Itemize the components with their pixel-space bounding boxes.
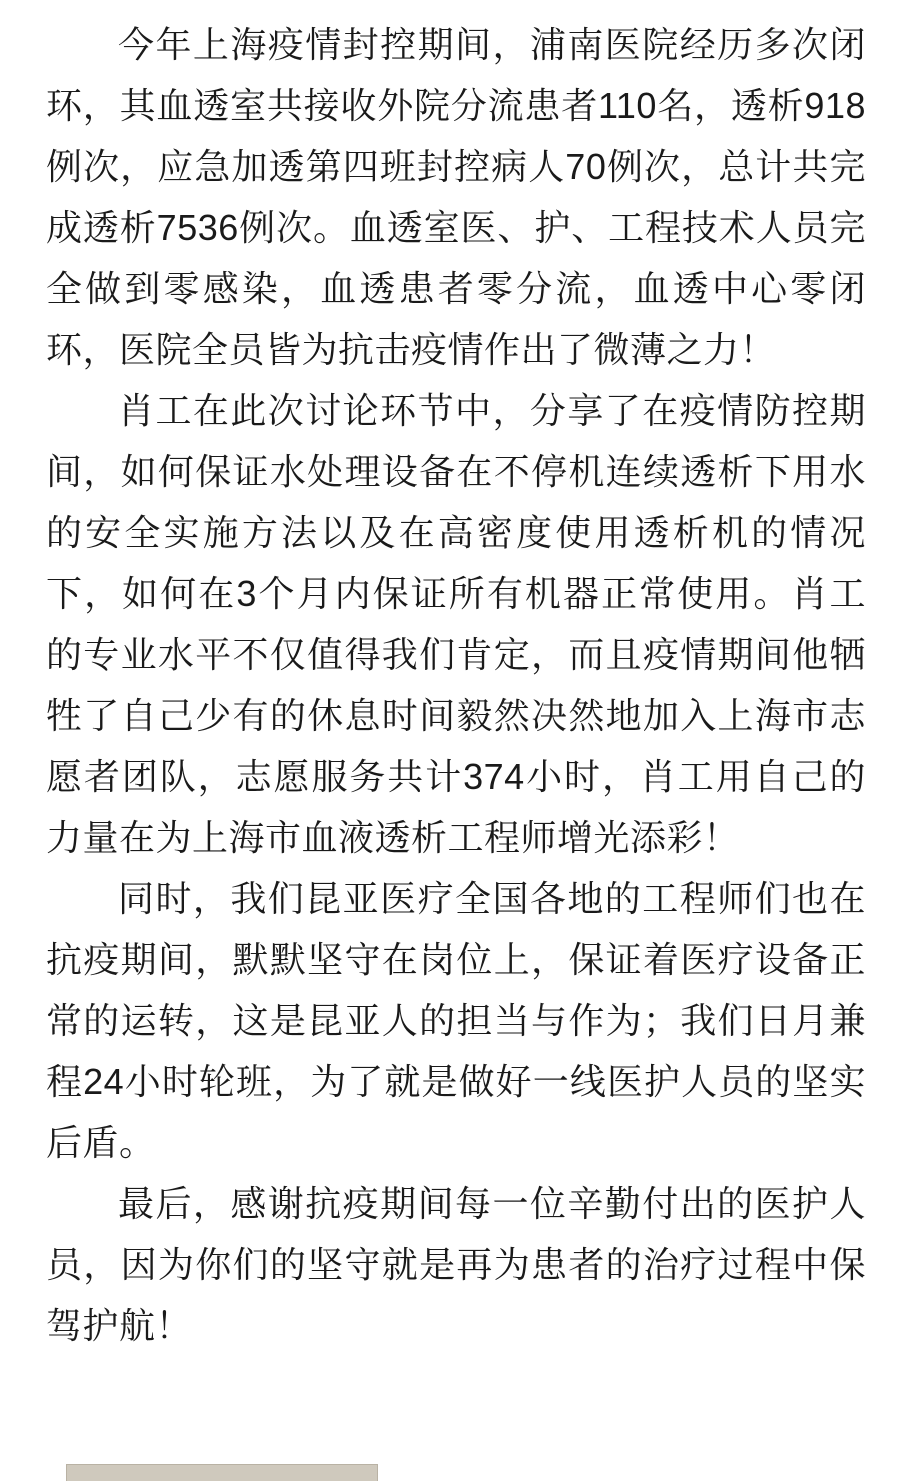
paragraph-2: 肖工在此次讨论环节中，分享了在疫情防控期间，如何保证水处理设备在不停机连续透析下用水的安全实施方法以及在高密度使用透析机的情况下，如何在3个月内保证所有机器正常使用。肖工的专业水平不仅值得我们肯定，而且疫情期间他牺牲了自己少有的休息时间毅然决然地加入上海市志愿者团队，志愿服务共计374小时，肖工用自己的力量在为上海市血液透析工程师增光添彩！ bbox=[46, 390, 866, 858]
truncated-image-preview bbox=[66, 1464, 378, 1481]
paragraph-1: 今年上海疫情封控期间，浦南医院经历多次闭环，其血透室共接收外院分流患者110名，透析918例次，应急加透第四班封控病人70例次，总计共完成透析7536例次。血透室医、护、工程技术人员完全做到零感染，血透患者零分流，血透中心零闭环，医院全员皆为抗击疫情作出了微薄之力！ bbox=[46, 24, 866, 370]
page-bottom-strip bbox=[0, 1457, 912, 1481]
paragraph-4: 最后，感谢抗疫期间每一位辛勤付出的医护人员，因为你们的坚守就是再为患者的治疗过程中保驾护航！ bbox=[46, 1183, 866, 1346]
paragraph-3: 同时，我们昆亚医疗全国各地的工程师们也在抗疫期间，默默坚守在岗位上，保证着医疗设备正常的运转，这是昆亚人的担当与作为；我们日月兼程24小时轮班，为了就是做好一线医护人员的坚实后盾。 bbox=[46, 878, 866, 1163]
article-body bbox=[46, 14, 866, 1356]
